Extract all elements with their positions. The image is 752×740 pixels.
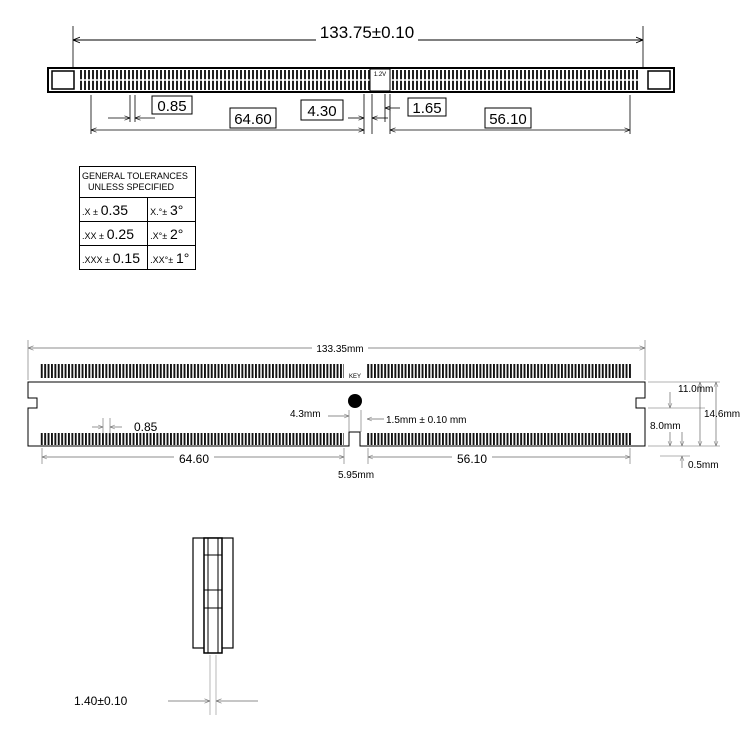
pcb-height-total-label: 14.6mm (704, 409, 741, 420)
tolerance-header (80, 167, 196, 198)
pcb-overall-label: 133.35mm (316, 344, 364, 355)
tolerance-row (80, 198, 196, 222)
angular-precision-label: X.°± (150, 206, 168, 217)
pcb-right-segment-label: 56.10 (456, 452, 488, 466)
right-segment-label: 56.10 (489, 111, 527, 128)
linear-precision-label: .XX ± (82, 230, 104, 241)
angular-precision-label: .X°± (150, 230, 168, 241)
key-offset-label: 4.30 (307, 103, 337, 120)
angular-tolerance-value: 2° (169, 225, 184, 242)
pcb-height-upper-label: 11.0mm (678, 384, 714, 395)
connector-top-view (48, 22, 674, 134)
pcb-key-span-label: 5.95mm (337, 470, 375, 481)
linear-precision-label: .X ± (82, 206, 98, 217)
pcb-key-offset-label: 4.3mm (290, 409, 321, 420)
linear-tolerance-value: 0.15 (112, 249, 140, 266)
pcb-pin-row-bottom-left (40, 433, 344, 445)
pitch-label: 0.85 (157, 98, 187, 115)
pcb-hole-label: 1.5mm ± 0.10 mm (386, 415, 467, 426)
pcb-left-segment-label: 64.60 (178, 452, 210, 466)
tolerance-row (80, 222, 196, 246)
pcb-pin-row-top-left (40, 364, 344, 378)
alignment-hole (348, 394, 362, 408)
pcb-edge-offset-label: 0.5mm (688, 460, 719, 471)
linear-precision-label: .XXX ± (82, 254, 110, 265)
tolerance-header-line2: UNLESS SPECIFIED (88, 182, 175, 192)
side-view (74, 538, 258, 715)
pcb-pin-row-bottom-right (367, 433, 632, 445)
angular-tolerance-value: 3° (169, 201, 184, 218)
pcb-pitch-label: 0.85 (134, 420, 158, 434)
key-width-label: 1.65 (412, 100, 442, 117)
side-thickness-label: 1.40±0.10 (74, 694, 128, 708)
linear-tolerance-value: 0.25 (106, 225, 134, 242)
tolerance-header-line1: GENERAL TOLERANCES (82, 171, 188, 181)
linear-tolerance-value: 0.35 (100, 201, 128, 218)
pcb-key-mark-top: KEY (348, 374, 362, 380)
tolerance-row (80, 246, 196, 270)
overall-length-label: 133.75±0.10 (319, 23, 415, 42)
tolerance-table (79, 166, 196, 270)
left-segment-label: 64.60 (234, 111, 272, 128)
pcb-view (28, 340, 740, 481)
angular-tolerance-value: 1° (175, 249, 190, 266)
voltage-mark: 1.2V (373, 72, 387, 78)
pcb-height-lower-label: 8.0mm (650, 421, 681, 432)
pcb-pin-row-top-right (367, 364, 632, 378)
angular-precision-label: .XX°± (150, 254, 174, 265)
